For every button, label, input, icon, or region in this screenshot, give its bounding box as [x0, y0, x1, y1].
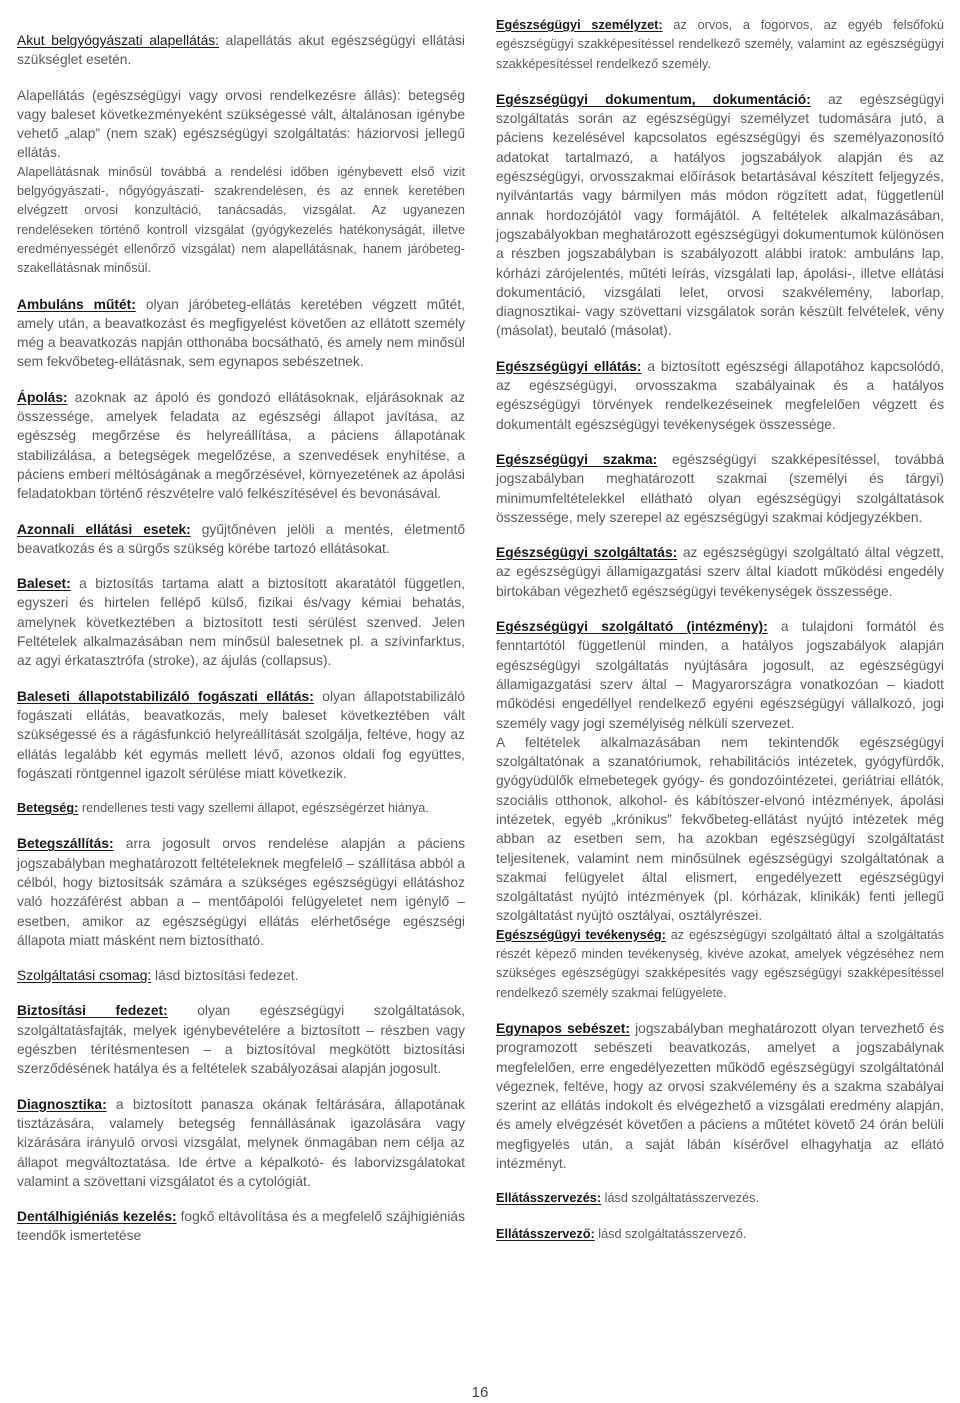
definition-entry — [17, 520, 465, 559]
definition-entry — [17, 295, 465, 372]
definition-entry — [496, 450, 944, 527]
definition-text: lásd szolgáltatásszervezés. — [601, 1191, 760, 1206]
definition-term: Biztosítási fedezet: — [17, 1003, 168, 1019]
definition-text: Alapellátás (egészségügyi vagy orvosi rendelkezésre állás): betegség vagy baleset következményeként szükségessé vált, általánosan igénybe vehető „alap” (nem szak) egészségügyi szolgáltatás: háziorvosi jellegű ellátás. — [17, 87, 465, 161]
definition-text: olyan állapotstabilizáló fogászati ellátás, beavatkozás, mely baleset következtében vált szükségessé és a rágásfunkció helyreállítását szolgálja, feltéve, hogy az ellátás legalább két egymás mellett lévő, azonos oldali fog együttes, fogászati röntgennel igazolt sérülése miatt következik. — [17, 688, 465, 781]
definition-term: Azonnali ellátási esetek: — [17, 521, 191, 537]
definition-text: arra jogosult orvos rendelése alapján a páciens jogszabályban meghatározott feltételeknek megfelelő – szállítása abból a célból, hogy biztosítsák számára a szükséges egészségügyi ellátáshoz való hozzáférést abban a – mentőápolói felügyeletet nem igénylő – esetben, amikor az egészségügyi ellátás elérhetősége egészségi állapota miatt másként nem biztosítható. — [17, 836, 465, 948]
definition-entry — [496, 90, 944, 341]
definition-text: lásd biztosítási fedezet. — [151, 968, 299, 984]
definition-entry — [496, 926, 944, 1003]
definition-entry — [17, 388, 465, 504]
page-number: 16 — [471, 1384, 489, 1401]
definition-entry — [496, 16, 944, 74]
right-column — [496, 16, 944, 1260]
definition-term: Egészségügyi szolgáltatás: — [496, 545, 678, 561]
definition-text: olyan egészségügyi szolgáltatások, szolgáltatásfajták, melyek igénybevételére a biztosított – részben vagy egészben térítésmentesen – a biztosítóval megkötött biztosítási szerződésének hatálya és a feltételek szabályozásai alapján jogosult. — [17, 1003, 465, 1077]
definition-entry — [17, 163, 465, 279]
definition-text: az egészségügyi szolgáltatás során az egészségügyi személyzet tudomására jutó, a páciens kezelésével kapcsolatos egészségügyi és személyazonosító adatokat tartalmazó, a hatályos jogszabályok alapján és az egészségügyi, orvosszakmai előírások betartásával készített feljegyzés, nyilvántartás vagy bármilyen más módon rögzített adat, függetlenül annak hordozójától vagy formájától. A feltételek alkalmazásában, jogszabályokban meghatározott egészségügyi dokumentumok különösen a részben jogszabályban is szabályozott alábbi iratok: ambuláns lap, kórházi zárójelentés, műtéti leírás, vizsgálati lap, ápolási-, illetve ellátási dokumentáció, vizsgálati lelet, orvosi szakvélemény, laborlap, diagnosztikai- vagy szövettani vizsgálatok során készült felvételek, vény (másolat), beutaló (másolat). — [496, 91, 945, 339]
definition-entry — [496, 1189, 944, 1208]
definition-term: Ápolás: — [17, 389, 68, 405]
definition-term: Akut belgyógyászati alapellátás: — [17, 33, 219, 48]
definition-term: Egészségügyi ellátás: — [496, 358, 642, 374]
definition-term: Egészségügyi dokumentum, dokumentáció: — [496, 91, 811, 107]
definition-entry — [17, 834, 465, 950]
definition-entry — [496, 1019, 944, 1173]
definition-text: egészségügyi szakképesítéssel, továbbá jogszabályban meghatározott szakmai (személyi és tárgyi) minimumfeltételekkel ellátható olyan egészségügyi szolgáltatások összessége, mely szerepel az egészségügyi szakmai kódjegyzékben. — [496, 451, 944, 525]
definition-text: fogkő eltávolítása és a megfelelő szájhigiéniás teendők ismertetése — [17, 1209, 465, 1244]
definition-text: azoknak az ápoló és gondozó ellátásoknak, eljárásoknak az összessége, amelyek feladata az egészségi állapot javítása, az egészség megőrzése és helyreállítása, a páciens állapotának stabilizálása, a betegségek megelőzése, a szenvedések enyhítése, a páciens emberi méltóságának a megőrzésével, környezetének az ápolási feladatokban történő részvételre való felkészítésével és bevonásával. — [17, 389, 465, 502]
definition-text: az orvos, a fogorvos, az egyéb felsőfokú egészségügyi szakképesítéssel rendelkező személy, valamint az egészségügyi szakképesítéssel rendelkező személy. — [496, 18, 944, 71]
definition-entry — [17, 1207, 465, 1246]
definition-entry — [17, 687, 465, 783]
definition-entry — [496, 617, 944, 733]
definition-entry — [17, 1001, 465, 1078]
definition-term: Egészségügyi szakma: — [496, 451, 658, 467]
definition-text: a biztosított egészségi állapotához kapcsolódó, az egészségügyi, orvosszakma szabályainak és a hatályos egészségügyi törvények rendelkezéseinek megfelelően végzett és dokumentált egészségügyi tevékenységek összessége. — [496, 358, 944, 432]
definition-term: Betegség: — [17, 801, 79, 816]
definition-entry — [496, 1225, 944, 1244]
definition-text: Alapellátásnak minősül továbbá a rendelési időben igénybevett első vizit belgyógyászati-, nőgyógyászati- szakrendelésen, és az ennek keretében elvégzett orvosi konzultáció, tanácsadás, vizsgálat. Az ugyanezen rendeléseken történő kontroll vizsgálat (gyógykezelés hatékonyságát, illetve eredményességét ellenőrző vizsgálat) nem alapellátásnak, hanem járóbeteg-szakellátásnak minősül. — [17, 164, 465, 276]
definition-entry — [17, 1095, 465, 1191]
definition-term: Egészségügyi szolgáltató (intézmény): — [496, 619, 768, 635]
left-column — [17, 31, 465, 1262]
definition-text: a biztosítás tartama alatt a biztosított akaratától független, egyszeri és hirtelen fellépő külső, fizikai és/vagy kémiai behatás, amelynek következtében a biztosított testi sérülést szenved. Jelen Feltételek alkalmazásában nem minősül balesetnek pl. a szívinfarktus, az agyi érkatasztrófa (stroke), az ájulás (collapsus). — [17, 576, 465, 669]
definition-term: Diagnosztika: — [17, 1096, 107, 1112]
definition-entry — [496, 357, 944, 434]
definition-text: olyan járóbeteg-ellátás keretében végzett műtét, amely után, a beavatkozást és megfigyelést követően az ellátott személy még a beavatkozás napján otthonába bocsátható, és amely nem minősül sem fekvőbeteg-ellátásnak, sem egynapos sebészetnek. — [17, 296, 465, 370]
definition-entry — [17, 86, 465, 163]
definition-text: alapellátás akut egészségügyi ellátási szükséglet esetén. — [17, 33, 465, 68]
definition-term: Baleset: — [17, 576, 71, 592]
definition-entry — [496, 543, 944, 601]
definition-term: Egészségügyi személyzet: — [496, 18, 663, 32]
definition-term: Betegszállítás: — [17, 836, 114, 852]
definition-term: Szolgáltatási csomag: — [17, 968, 152, 984]
definition-term: Ellátásszervezés: — [496, 1191, 602, 1206]
definition-term: Ellátásszervező: — [496, 1226, 595, 1241]
definition-term: Egészségügyi tevékenység: — [496, 927, 666, 942]
definition-text: lásd szolgáltatásszervező. — [594, 1226, 747, 1241]
definition-text: gyűjtőnéven jelöli a mentés, életmentő beavatkozás és a sürgős szükség körébe tartozó ellátásokat. — [17, 521, 465, 556]
definition-term: Ambuláns műtét: — [17, 296, 136, 312]
definition-text: jogszabályban meghatározott olyan tervezhető és programozott sebészeti beavatkozás, amelyet a jogszabálynak megfelelően, erre engedélyezetten működő egészségügyi szolgáltatónál végeznek, feltéve, hogy az orvosi szakvélemény és a szakma szabályai szerint az ellátás indokolt és elvégezhető a vizsgálati eredmény alapján, és amely elvégzését követően a páciens a műtétet követő 24 órán belüli megfigyelés után, a saját lábán kísérővel elhagyhatja az ellátó intézményt. — [496, 1020, 944, 1172]
definition-term: Egynapos sebészet: — [496, 1020, 630, 1036]
definition-term: Dentálhigiéniás kezelés: — [17, 1209, 177, 1225]
definition-entry — [496, 733, 944, 926]
definition-entry — [17, 966, 465, 985]
definition-entry — [17, 574, 465, 670]
definition-text: a tulajdoni formától és fenntartótól függetlenül minden, a hatályos jogszabályok alapján egészségügyi szolgáltatás nyújtására jogosult, az egészségügyi államigazgatási szerv által – Magyarországra vonatkozóan – kiadott működési engedéllyel rendelkező egyéni egészségügyi vállalkozó, jogi személy vagy jogi személyiség nélküli szervezet. — [496, 619, 944, 731]
definition-text: a biztosított panasza okának feltárására, állapotának tisztázására, valamely betegség fennállásának igazolására vagy kizárására irányuló orvosi vizsgálat, melynek önmagában nem célja az állapot megváltoztatása. Ide értve a képalkotó- és laborvizsgálatokat valamint a szövettani vizsgálatot és a cytológiát. — [17, 1096, 465, 1189]
definition-entry — [17, 799, 465, 818]
definition-text: rendellenes testi vagy szellemi állapot, egészségérzet hiánya. — [78, 801, 429, 816]
definition-entry — [17, 31, 465, 70]
definition-text: az egészségügyi szolgáltató által végzett, az egészségügyi államigazgatási szerv által kiadott működési engedély birtokában végezhető egészségügyi tevékenységek összessége. — [496, 545, 944, 599]
definition-text: A feltételek alkalmazásában nem tekintendők egészségügyi szolgáltatónak a szanatóriumok, rehabilitációs intézetek, gyógyfürdők, gyógyüdülők elmebetegek gyógy- és gondozóintézetei, geriátriai ellátók, szociális otthonok, alkohol- és kábítószer-elvonó intézmények, ápolási intézetek, egyéb „krónikus” fekvőbeteg-ellátást nyújtó intézetek még abban az esetben sem, ha azokban egészségügyi szolgáltatást teljesítenek, valamint nem minősülnek egészségügyi szolgáltatónak a szakmai felügyelet által elismert, engedélyezett egészségügyi szolgáltatást nyújtó intézmények (pl. kórházak, klinikák) fenti jellegű szolgáltatást nyújtó osztályai, osztályrészei. — [496, 734, 944, 924]
definition-term: Baleseti állapotstabilizáló fogászati ellátás: — [17, 688, 314, 704]
definition-text: az egészségügyi szolgáltató által a szolgáltatás részét képező minden tevékenység, kivéve azokat, amelyek végzéséhez nem szükséges egészségügyi szakképesítés vagy egészségügyi szakképesítéssel rendelkező személy szakmai felügyelete. — [496, 927, 944, 1000]
